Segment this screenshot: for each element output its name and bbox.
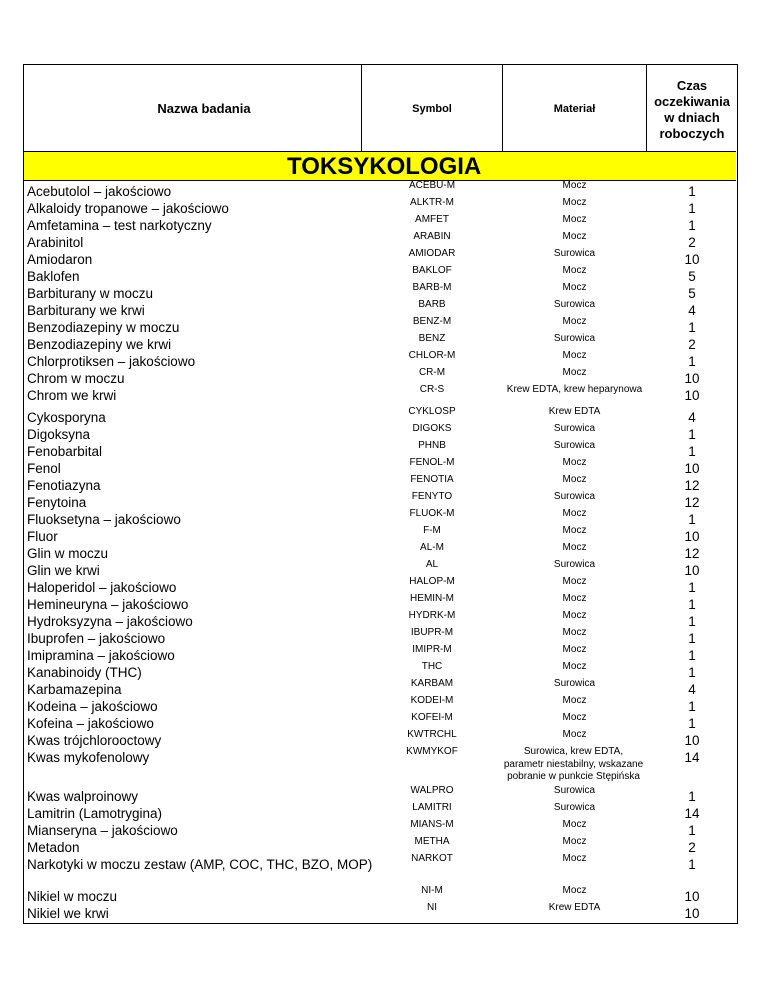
row-symbol: BAKLOF [412,265,452,276]
row-name: Chlorprotiksen – jakościowo [27,354,196,369]
row-material: Krew EDTA [548,406,601,417]
row-symbol: CR-S [419,384,445,395]
row-name: Kwas trójchlorooctowy [27,733,162,748]
row-symbol: MIANS-M [410,819,454,830]
row-symbol: METHA [414,836,450,847]
header-days-line: w dniach [664,110,720,125]
row-material: Surowica [553,423,596,434]
row-symbol: KARBAM [410,678,454,689]
row-material: Mocz [562,542,587,553]
row-symbol: THC [421,661,443,672]
row-days: 10 [684,733,700,748]
row-days: 1 [688,648,696,663]
row-symbol: NARKOT [411,853,453,864]
row-material: Surowica, krew EDTA, parametr niestabilny, wskazane pobranie w punkcie Stępińska [503,746,644,782]
row-days: 1 [688,597,696,612]
row-name: Ibuprofen – jakościowo [27,631,166,646]
row-name: Barbiturany we krwi [27,303,145,318]
row-symbol: IMIPR-M [412,644,452,655]
row-name: Alkaloidy tropanowe – jakościowo [27,201,229,216]
row-symbol: HEMIN-M [410,593,454,604]
row-material: Mocz [562,197,587,208]
row-name: Chrom we krwi [27,388,117,403]
row-material: Mocz [562,836,587,847]
row-name: Nikiel w moczu [27,889,118,904]
row-days: 1 [688,699,696,714]
row-material: Mocz [562,661,587,672]
row-name: Glin we krwi [27,563,100,578]
row-material: Mocz [562,508,587,519]
row-days: 1 [688,354,696,369]
row-material: Mocz [562,695,587,706]
row-symbol: FENYTO [411,491,453,502]
row-material: Mocz [562,367,587,378]
row-name: Glin w moczu [27,546,109,561]
row-days: 1 [688,614,696,629]
row-symbol: HYDRK-M [408,610,456,621]
row-name: Fenytoina [27,495,87,510]
row-symbol: FENOTIA [410,474,454,485]
row-name: Fluor [27,529,58,544]
row-days: 4 [688,682,696,697]
row-symbol: BENZ-M [412,316,452,327]
row-symbol: FENOL-M [409,457,455,468]
row-name: Cykosporyna [27,410,106,425]
row-material: Mocz [562,853,587,864]
row-material: Mocz [562,350,587,361]
row-name: Lamitrin (Lamotrygina) [27,806,163,821]
row-symbol: CR-M [418,367,446,378]
row-days: 1 [688,444,696,459]
row-name: Acebutolol – jakościowo [27,184,172,199]
row-name: Nikiel we krwi [27,906,109,921]
row-days: 10 [684,388,700,403]
row-days: 12 [684,495,700,510]
row-days: 1 [688,184,696,199]
row-name: Digoksyna [27,427,91,442]
row-material: Mocz [562,180,587,191]
row-days: 4 [688,303,696,318]
row-symbol: ALKTR-M [410,197,454,208]
row-days: 10 [684,461,700,476]
row-days: 1 [688,218,696,233]
row-material: Surowica [553,678,596,689]
row-symbol: KOFEI-M [411,712,453,723]
row-material: Mocz [562,214,587,225]
row-days: 1 [688,201,696,216]
row-symbol: AMIODAR [408,248,456,259]
row-material: Mocz [562,627,587,638]
row-material: Mocz [562,231,587,242]
row-days: 10 [684,371,700,386]
header-symbol: Symbol [412,103,452,115]
row-days: 5 [688,286,696,301]
row-days: 14 [684,806,700,821]
row-material: Krew EDTA, krew heparynowa [506,384,643,395]
row-material: Surowica [553,299,596,310]
row-symbol: CHLOR-M [408,350,456,361]
row-material: Mocz [562,576,587,587]
row-material: Mocz [562,457,587,468]
row-days: 1 [688,320,696,335]
row-name: Benzodiazepiny we krwi [27,337,172,352]
row-name: Kodeina – jakościowo [27,699,158,714]
row-days: 4 [688,410,696,425]
row-symbol: AL-M [420,542,444,553]
row-material: Mocz [562,610,587,621]
header-days [647,78,737,142]
header-days-line: oczekiwania [654,94,730,109]
row-material: Mocz [562,712,587,723]
row-material: Surowica [553,248,596,259]
row-material: Mocz [562,885,587,896]
row-days: 14 [684,750,700,765]
row-symbol: NI [427,902,437,913]
row-name: Fenobarbital [27,444,103,459]
row-symbol: BARB-M [412,282,452,293]
row-name: Amfetamina – test narkotyczny [27,218,212,233]
row-days: 1 [688,427,696,442]
header-name: Nazwa badania [157,101,251,116]
row-name: Haloperidol – jakościowo [27,580,177,595]
row-symbol: AMFET [415,214,449,225]
row-days: 1 [688,789,696,804]
row-material: Mocz [562,525,587,536]
row-name: Fluoksetyna – jakościowo [27,512,181,527]
section-title: TOKSYKOLOGIA [287,153,482,180]
row-material: Mocz [562,593,587,604]
row-material: Mocz [562,644,587,655]
row-material: Surowica [553,802,596,813]
row-name: Hydroksyzyna – jakościowo [27,614,193,629]
row-name: Fenol [27,461,61,476]
row-symbol: ARABIN [413,231,451,242]
row-days: 2 [688,235,696,250]
row-symbol: PHNB [418,440,446,451]
row-name: Imipramina – jakościowo [27,648,175,663]
row-name: Amiodaron [27,252,93,267]
row-symbol: HALOP-M [409,576,455,587]
row-symbol: DIGOKS [412,423,452,434]
row-name: Narkotyki w moczu zestaw (AMP, COC, THC, BZO, MOP) [27,857,373,872]
row-days: 1 [688,823,696,838]
row-days: 1 [688,716,696,731]
row-name: Kwas mykofenolowy [27,750,150,765]
row-name: Arabinitol [27,235,84,250]
row-name: Chrom w moczu [27,371,125,386]
row-days: 12 [684,478,700,493]
row-symbol: IBUPR-M [410,627,454,638]
row-name: Barbiturany w moczu [27,286,154,301]
row-material: Surowica [553,440,596,451]
row-symbol: CYKLOSP [408,406,456,417]
row-symbol: KWMYKOF [406,746,458,757]
toxicology-table [23,64,738,924]
row-material: Surowica [553,785,596,796]
row-material: Mocz [562,729,587,740]
row-name: Fenotiazyna [27,478,101,493]
row-material: Mocz [562,265,587,276]
row-symbol: LAMITRI [412,802,452,813]
row-days: 12 [684,546,700,561]
row-symbol: KWTRCHL [407,729,457,740]
row-days: 1 [688,631,696,646]
row-days: 1 [688,512,696,527]
row-name: Kofeina – jakościowo [27,716,154,731]
row-symbol: BARB [418,299,446,310]
row-name: Mianseryna – jakościowo [27,823,178,838]
row-days: 2 [688,337,696,352]
row-symbol: WALPRO [410,785,454,796]
row-days: 1 [688,857,696,872]
row-name: Hemineuryna – jakościowo [27,597,189,612]
row-days: 10 [684,529,700,544]
row-material: Surowica [553,559,596,570]
row-name: Baklofen [27,269,80,284]
row-name: Metadon [27,840,80,855]
row-symbol: NI-M [421,885,443,896]
row-name: Kwas walproinowy [27,789,139,804]
row-material: Surowica [553,333,596,344]
row-name: Kanabinoidy (THC) [27,665,142,680]
row-days: 1 [688,580,696,595]
header-days-line: Czas [676,78,708,93]
row-days: 10 [684,906,700,921]
row-symbol: ACEBU-M [408,180,456,191]
row-material: Mocz [562,316,587,327]
row-material: Surowica [553,491,596,502]
row-days: 2 [688,840,696,855]
section-banner [24,151,736,181]
row-days: 10 [684,889,700,904]
row-material: Krew EDTA [548,902,601,913]
row-symbol: AL [425,559,439,570]
row-symbol: F-M [423,525,441,536]
row-name: Benzodiazepiny w moczu [27,320,180,335]
row-symbol: FLUOK-M [409,508,455,519]
row-material: Mocz [562,474,587,485]
header-days-line: roboczych [659,126,725,141]
row-symbol: BENZ [418,333,446,344]
row-name: Karbamazepina [27,682,122,697]
row-material: Mocz [562,282,587,293]
row-symbol: KODEI-M [410,695,454,706]
row-days: 10 [684,252,700,267]
header-material: Materiał [553,103,596,115]
row-days: 5 [688,269,696,284]
row-material: Mocz [562,819,587,830]
row-days: 1 [688,665,696,680]
row-days: 10 [684,563,700,578]
